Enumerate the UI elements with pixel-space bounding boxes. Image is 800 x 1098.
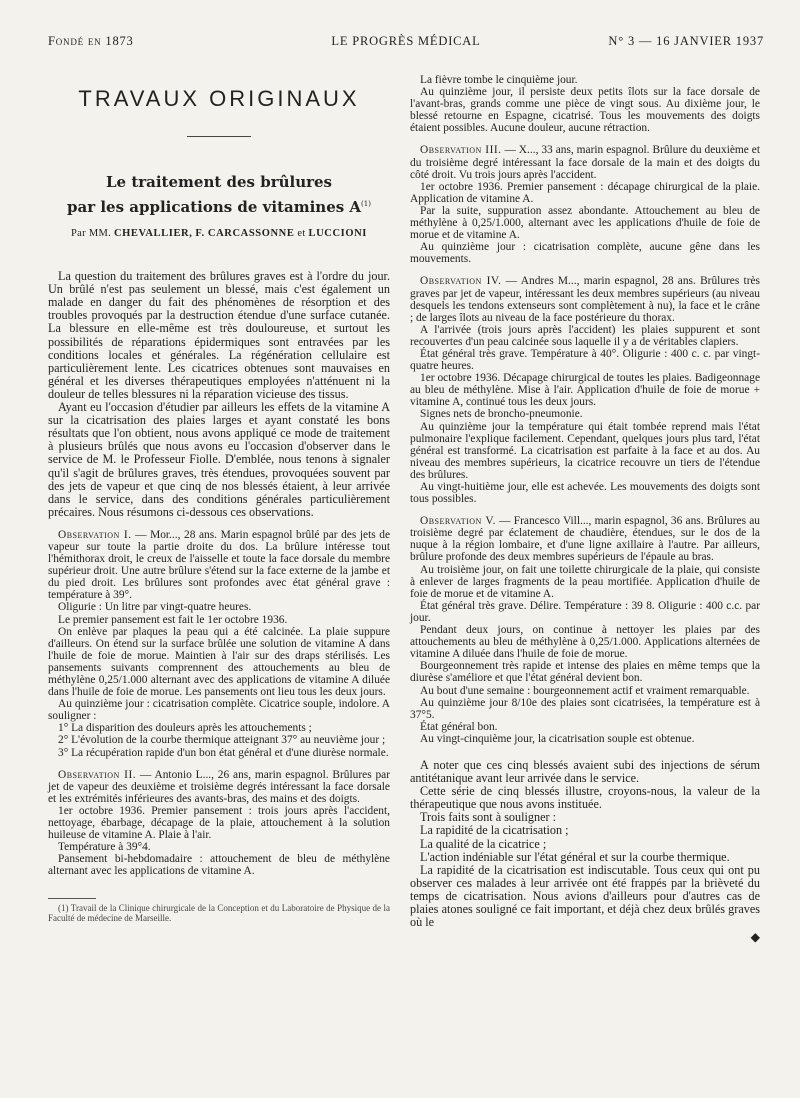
observation-3-text: — X..., 33 ans, marin espagnol. Brûlure du deuxième et du troisième degré intéressant la face dorsale de la main et des doigts du côté droit. Vu trois jours après l'accident.: [410, 144, 760, 181]
observation-5-paragraph: État général très grave. Délire. Température : 39 8. Oligurie : 400 c.c. par jour.: [410, 599, 760, 624]
observation-4-paragraph: Au quinzième jour la température qui était tombée reprend mais l'état pulmonaire l'explique facilement. Cependant, quelques jours plus tard, l'état général est transformé. La cicatrisation est parfaite à la face et au dos. Au niveau des membres supérieurs, la cicatrice recouvre un tiers de l'étendue des brûlures.: [410, 420, 760, 481]
observation-1-paragraph: Au quinzième jour : cicatrisation complète. Cicatrice souple, indolore. A souligner :: [48, 698, 390, 723]
intro-paragraph-1: La question du traitement des brûlures graves est à l'ordre du jour. Un brûlé n'est pas seulement un blessé, mais c'est également un malade en danger du fait des phénomènes de résorption et des troubles provoqués par la destruction étendue d'une surface cutanée. La blessure en elle-même est très douloureuse, et surtout les possibilités de réparations épidermiques sont entravées par les conditions locales et générales. La régénération cellulaire est particulièrement lente. Les cicatrices obtenues sont mauvaises en général et les diverses thérapeutiques employées n'atténuent ni la douleur de telles blessures ni la réparation vicieuse des tissus.: [48, 269, 390, 401]
conclusion-paragraph: Trois faits sont à souligner :: [420, 810, 556, 825]
conclusion: [410, 759, 760, 944]
footnote-ref: (1): [361, 200, 371, 208]
right-column: [410, 74, 760, 944]
observation-4-paragraph: 1er octobre 1936. Décapage chirurgical de toutes les plaies. Badigeonnage au bleu de méthylène. Mise à l'air. Application d'huile de foie de morue + vitamine A, continué tous les deux jours.: [410, 372, 760, 409]
observation-3: [410, 144, 760, 180]
observation-5-text: — Francesco Vill..., marin espagnol, 36 ans. Brûlures au troisième degré par éclatement de chaudière, étendues, sur le dos de la nuque à la région lombaire, et d'une ligne axillaire à l'autre. Par ailleurs, brûlure profonde des deux membres supérieurs de l'épaule au bras.: [410, 515, 760, 564]
author-3: LUCCIONI: [308, 228, 367, 239]
observation-4-paragraph: État général très grave. Température à 40°. Oligurie : 400 c. c. par vingt-quatre heures.: [410, 347, 760, 373]
observation-4-text: — Andres M..., marin espagnol, 28 ans. Brûlures très graves par jet de vapeur, intéressant les deux membres supérieurs (au niveau desquels les tendons extenseurs sont complètement à nu), la face et le crâne ; de larges îlots au niveau de la face postérieure du thorax.: [410, 275, 760, 324]
byline-prefix: Par MM.: [71, 228, 112, 239]
observation-3-paragraph: Au quinzième jour : cicatrisation complète, aucune gêne dans les mouvements.: [410, 241, 760, 266]
conclusion-paragraph: La rapidité de la cicatrisation est indiscutable. Tous ceux qui ont pu observer ces malades à leur arrivée ont été frappés par la brièveté du temps de cicatrisation. Nous avions d'ailleurs pour d'autres cas de plaies atones souligné ce fait important, et déjà chez deux brûlés graves où le: [410, 862, 760, 930]
observation-3-paragraph: Par la suite, suppuration assez abondante. Attouchement au bleu de méthylène à 0,25/1.000, alternant avec les applications d'huile de foie de morue et de vitamine A.: [410, 204, 760, 242]
observation-4-paragraph: Signes nets de broncho-pneumonie.: [420, 408, 583, 421]
observation-5-label: Observation V.: [420, 515, 496, 528]
observation-2-paragraph: Pansement bi-hebdomadaire : attouchement de bleu de méthylène alternant avec les applications de vitamine A.: [48, 853, 390, 878]
observation-2-label: Observation II.: [58, 768, 137, 781]
observation-5-paragraph: Au quinzième jour 8/10e des plaies sont cicatrisées, la température est à 37°5.: [410, 696, 760, 721]
observation-1-paragraph: On enlève par plaques la peau qui a été calcinée. La plaie suppure d'ailleurs. On étend sur la surface brûlée une solution de vitamine A dans l'huile de foie de morue. Maintien à l'air sur des draps stérilisés. Les pansements suivants comprennent des attouchements au bleu de méthylène 0,25/1.000 alternant avec des applications de vitamine A diluée dans l'huile de foie de morue. Les pansements ont lieu tous les deux jours.: [48, 625, 390, 699]
observation-3-label: Observation III.: [420, 144, 502, 157]
end-ornament: ◆: [750, 930, 760, 945]
journal-name: LE PROGRÈS MÉDICAL: [331, 34, 481, 48]
title-divider: [187, 136, 251, 137]
intro-paragraph-2: Ayant eu l'occasion d'étudier par ailleurs les effets de la vitamine A sur la cicatrisation des plaies larges et ayant constaté les bons résultats que l'on obtient, nous avons appliqué ce mode de traitement à plusieurs brûlés que nous avons eu l'occasion d'observer dans le service de M. le Professeur Fiolle. D'emblée, nous tenons à signaler qu'il s'agit de brûlures graves, très étendues, provoquées souvent par des jets de vapeur et que cinq de nos blessés étaient, à leur arrivée dans le service, dans des conditions générales particulièrement précaires. Nous résumons ci-dessous ces observations.: [48, 400, 390, 519]
observation-5-paragraph: Au bout d'une semaine : bourgeonnement actif et vraiment remarquable.: [420, 684, 750, 697]
article-title-line2: par les applications de vitamines A: [67, 198, 362, 216]
observation-2-continued: Au quinzième jour, il persiste deux petits îlots sur la face dorsale de l'avant-bras, grands comme une pièce de vingt sous. Au dixième jour, le blessé retourne en Espagne, cicatrisé. Tous les mouvements des doigts étaient possibles. Aucune douleur, aucune rétraction.: [410, 86, 760, 135]
observation-5-paragraph: Pendant deux jours, on continue à nettoyer les plaies par des attouchements au bleu de méthylène à 0,25/1.000. Applications alternées de vitamine A diluée dans l'huile de foie de morue.: [410, 624, 760, 661]
footnote-divider: [48, 898, 96, 899]
conclusion-point: L'action indéniable sur l'état général et sur la courbe thermique.: [420, 849, 730, 864]
byline: [48, 228, 390, 240]
author-2: F. CARCASSONNE: [195, 228, 295, 239]
observation-1-paragraph: Le premier pansement est fait le 1er octobre 1936.: [58, 613, 288, 626]
left-column: [48, 74, 390, 924]
observation-5-paragraph: Au vingt-cinquième jour, la cicatrisation souple est obtenue.: [420, 732, 695, 745]
observation-3-paragraph: 1er octobre 1936. Premier pansement : décapage chirurgical de la plaie. Application de vitamine A.: [410, 180, 760, 205]
conclusion-paragraph: A noter que ces cinq blessés avaient subi des injections de sérum antitétanique avant leur arrivée dans le service.: [410, 757, 760, 786]
byline-and: et: [297, 228, 306, 239]
observation-2-text: — Antonio L..., 26 ans, marin espagnol. Brûlures par jet de vapeur des deuxième et troisième degrés intéressant la face dorsale et les extrémités inférieures des avants-bras, des mains et des doigts.: [48, 768, 390, 805]
observation-2: [48, 769, 390, 805]
footnote: (1) Travail de la Clinique chirurgicale de la Conception et du Laboratoire de Physique de la Faculté de médecine de Marseille.: [48, 902, 390, 923]
section-title: TRAVAUX ORIGINAUX: [78, 86, 360, 111]
conclusion-point: La qualité de la cicatrice ;: [420, 836, 547, 851]
conclusion-paragraph: Cette série de cinq blessés illustre, croyons-nous, la valeur de la thérapeutique que nous avons instituée.: [410, 784, 760, 812]
observation-1-point: 1° La disparition des douleurs après les attouchements ;: [58, 722, 312, 735]
observation-5-paragraph: Au troisième jour, on fait une toilette chirurgicale de la plaie, qui consiste à enlever de larges fragments de la peau mortifiée. Application d'huile de foie de morue et de vitamine A.: [410, 563, 760, 600]
observation-5: [410, 515, 760, 563]
observation-4-label: Observation IV.: [420, 275, 502, 288]
observation-1-text: — Mor..., 28 ans. Marin espagnol brûlé par des jets de vapeur sur toute la partie droite du dos. La brûlure intéresse tout l'hémithorax droit, le creux de l'aisselle et toute la face dorsale du membre supérieur droit. Une autre brûlure s'étend sur la face externe de la jambe et du pied droit. Les brûlures sont profondes avec état général grave : température à 39°.: [48, 528, 390, 602]
observation-1-point: 3° La récupération rapide d'un bon état général et d'une diurèse normale.: [58, 746, 389, 759]
observation-1: [48, 529, 390, 602]
observation-1-paragraph: Oligurie : Un litre par vingt-quatre heures.: [58, 601, 252, 614]
observation-4: [410, 275, 760, 323]
article-title: [48, 171, 390, 218]
observation-2-continued: La fièvre tombe le cinquième jour.: [420, 74, 578, 86]
observation-5-paragraph: État général bon.: [420, 720, 498, 733]
conclusion-point: La rapidité de la cicatrisation ;: [420, 823, 569, 838]
running-head: [48, 34, 764, 50]
observation-2-paragraph: 1er octobre 1936. Premier pansement : trois jours après l'accident, nettoyage, ébarbage, décapage de la plaie, attouchement à la solution huileuse de vitamine A. Plaie à l'air.: [48, 804, 390, 842]
founded-note: Fondé en 1873: [48, 34, 134, 48]
observation-1-label: Observation I.: [58, 528, 132, 541]
author-1: CHEVALLIER,: [113, 228, 193, 239]
article-title-line1: Le traitement des brûlures: [106, 173, 332, 191]
observation-2-paragraph: Température à 39°4.: [58, 841, 151, 854]
issue-date: N° 3 — 16 JANVIER 1937: [608, 34, 764, 48]
observation-5-paragraph: Bourgeonnement très rapide et intense des plaies en même temps que la diurèse s'améliore et que l'état général devient bon.: [410, 660, 760, 685]
observation-4-paragraph: A l'arrivée (trois jours après l'accident) les plaies suppurent et sont recouvertes d'un peau calcinée sous laquelle il y a de véritables clapiers.: [410, 323, 760, 348]
observation-1-point: 2° L'évolution de la courbe thermique atteignant 37° au neuvième jour ;: [58, 734, 386, 747]
observation-4-paragraph: Au vingt-huitième jour, elle est achevée. Les mouvements des doigts sont tous possibles.: [410, 481, 760, 506]
